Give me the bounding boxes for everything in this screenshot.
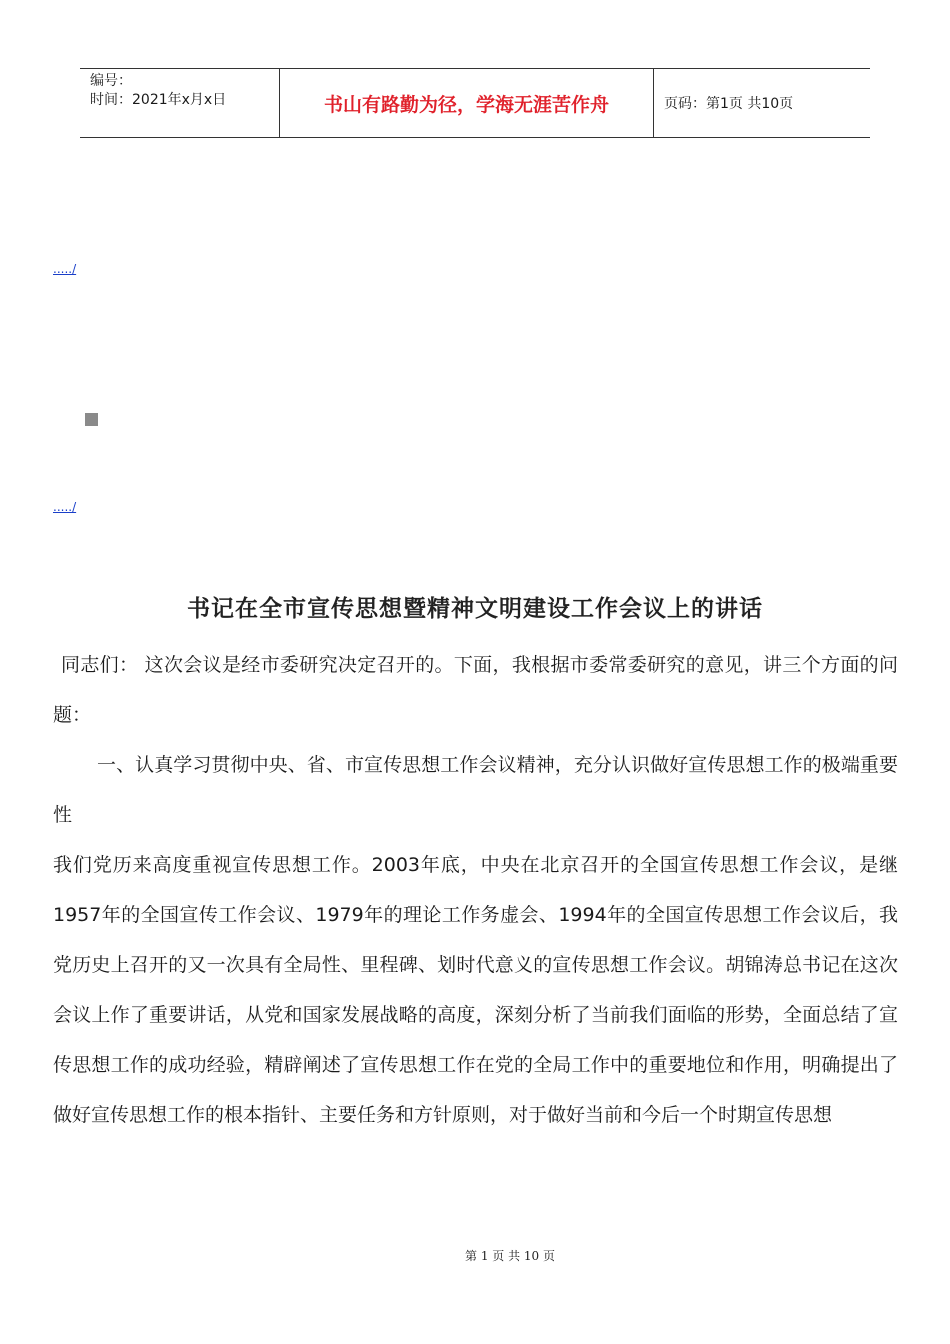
- date-label: 时间：2021年x月x日: [90, 92, 227, 108]
- page-footer: 第 1 页 共 10 页: [465, 1249, 555, 1263]
- header-motto: 书山有路勤为径，学海无涯苦作舟: [280, 69, 654, 137]
- link-top[interactable]: ...../: [53, 262, 77, 276]
- number-label: 编号：: [90, 73, 132, 89]
- section-heading-1: 一、认真学习贯彻中央、省、市宣传思想工作会议精神，充分认识做好宣传思想工作的极端重要性: [53, 754, 898, 826]
- header-meta-cell: [80, 69, 280, 137]
- link-bottom[interactable]: ...../: [53, 500, 77, 514]
- header-page-info: 页码：第1页 共10页: [664, 96, 794, 112]
- document-header: [80, 68, 870, 138]
- body-paragraph-1: 我们党历来高度重视宣传思想工作。2003年底，中央在北京召开的全国宣传思想工作会议，是继1957年的全国宣传工作会议、1979年的理论工作务虚会、1994年的全国宣传思想工作会议后，我党历史上召开的又一次具有全局性、里程碑、划时代意义的宣传思想工作会议。胡锦涛总书记在这次会议上作了重要讲话，从党和国家发展战略的高度，深刻分析了当前我们面临的形势，全面总结了宣传思想工作的成功经验，精辟阐述了宣传思想工作在党的全局工作中的重要地位和作用，明确提出了做好宣传思想工作的根本指针、主要任务和方针原则，对于做好当前和今后一个时期宣传思想: [53, 854, 898, 1126]
- salutation-paragraph: 同志们： 这次会议是经市委研究决定召开的。下面，我根据市委常委研究的意见，讲三个方面的问题：: [53, 654, 898, 726]
- document-title: 书记在全市宣传思想暨精神文明建设工作会议上的讲话: [187, 596, 763, 622]
- gray-square-icon: [85, 413, 98, 426]
- document-body: [53, 640, 898, 1140]
